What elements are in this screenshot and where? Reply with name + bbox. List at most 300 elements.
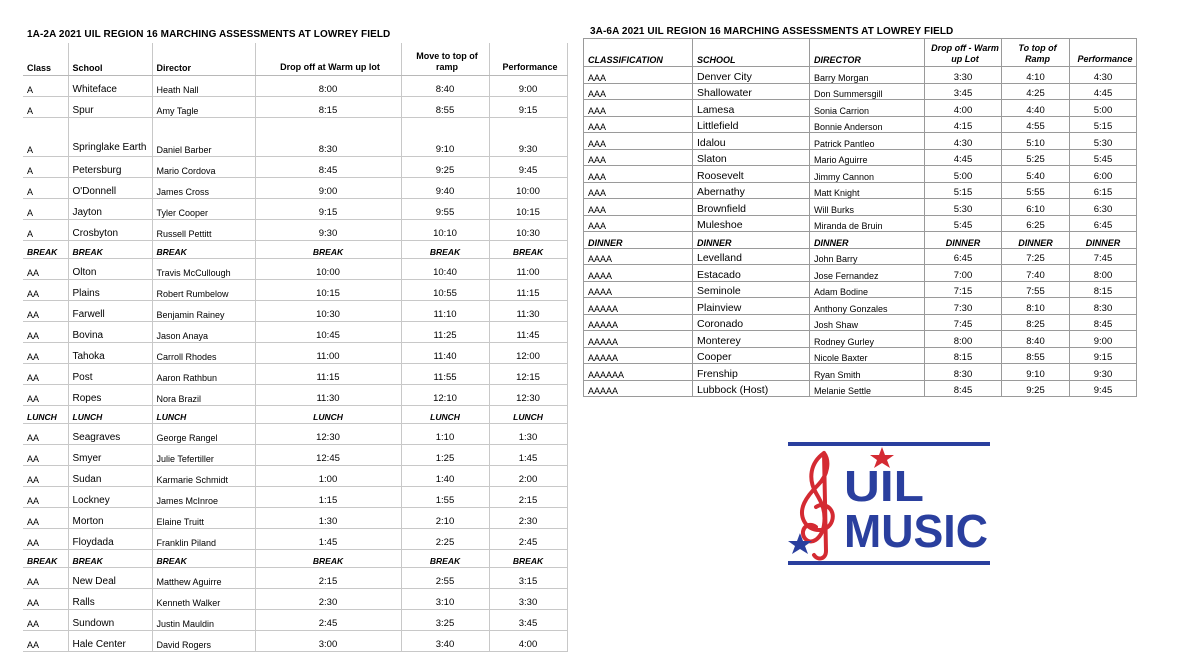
table-cell: Bovina [68,322,152,343]
table-cell: Matthew Aguirre [152,568,255,589]
table-cell: 1:15 [255,487,401,508]
table-cell: BREAK [255,550,401,568]
table-row [23,487,567,508]
table-cell: Josh Shaw [810,314,925,331]
table-cell: Denver City [693,67,810,84]
table-cell: Heath Nall [152,76,255,97]
table-cell: 12:45 [255,445,401,466]
table-cell: 8:15 [255,97,401,118]
table-cell: 8:00 [255,76,401,97]
table-cell: 7:00 [925,265,1002,282]
table-cell: Springlake Earth [68,118,152,157]
table-cell: 12:00 [489,343,567,364]
table-cell: 4:15 [925,116,1002,133]
table-cell: Sudan [68,466,152,487]
table-cell: Idalou [693,133,810,150]
table-cell: AAA [584,100,693,117]
table-cell: Sonia Carrion [810,100,925,117]
table-cell: Ropes [68,385,152,406]
table-cell: Cooper [693,347,810,364]
table-cell: Plains [68,280,152,301]
table-cell: Coronado [693,314,810,331]
table-row [23,385,567,406]
table-cell: 9:00 [1070,331,1137,348]
table-cell: 3:30 [489,589,567,610]
table-cell: 2:10 [401,508,489,529]
table-cell: 7:15 [925,281,1002,298]
table-cell: 11:45 [489,322,567,343]
table-cell: DINNER [584,232,693,249]
table-cell: Daniel Barber [152,118,255,157]
table-cell: A [23,199,68,220]
table-row [23,178,567,199]
table-cell: AA [23,466,68,487]
table-cell: 9:15 [255,199,401,220]
table-cell: Shallowater [693,83,810,100]
table-cell: Ryan Smith [810,364,925,381]
table-cell: 3:45 [489,610,567,631]
table-cell: 9:25 [1002,380,1070,397]
table-cell: Estacado [693,265,810,282]
table-cell: 8:55 [401,97,489,118]
table-cell: BREAK [255,241,401,259]
logo-music-text: MUSIC [844,505,988,557]
table-cell: 3:10 [401,589,489,610]
table-row [584,149,1137,166]
table-cell: BREAK [23,241,68,259]
table-row [584,380,1137,397]
table-cell: 11:00 [255,343,401,364]
table-cell: James McInroe [152,487,255,508]
table-cell: Robert Rumbelow [152,280,255,301]
table-cell: LUNCH [152,406,255,424]
table-row [23,301,567,322]
table-row [23,466,567,487]
table-cell: 12:15 [489,364,567,385]
table-cell: Anthony Gonzales [810,298,925,315]
table-cell: AA [23,301,68,322]
table-cell: 5:30 [1070,133,1137,150]
table-cell: 12:10 [401,385,489,406]
table-row [584,199,1137,216]
table-row [23,550,567,568]
table-cell: Lubbock (Host) [693,380,810,397]
table-cell: AA [23,508,68,529]
table-cell: 5:15 [1070,116,1137,133]
table-row [23,97,567,118]
table-cell: 8:55 [1002,347,1070,364]
left-header-1: School [68,43,152,76]
table-cell: A [23,118,68,157]
table-cell: Seminole [693,281,810,298]
table-row [23,445,567,466]
table-cell: BREAK [401,241,489,259]
left-header-5: Performance [489,43,567,76]
table-cell: AA [23,487,68,508]
table-cell: 6:25 [1002,215,1070,232]
table-row [584,232,1137,249]
table-cell: 6:10 [1002,199,1070,216]
table-cell: Levelland [693,248,810,265]
table-cell: 8:30 [255,118,401,157]
logo-bottom-bar [788,561,990,565]
table-cell: AAAA [584,265,693,282]
table-cell: AA [23,280,68,301]
table-row [584,347,1137,364]
table-cell: Crosbyton [68,220,152,241]
table-row [23,322,567,343]
table-cell: 7:45 [1070,248,1137,265]
table-cell: 1:00 [255,466,401,487]
uil-music-logo [788,441,990,567]
table-cell: Melanie Settle [810,380,925,397]
table-cell: 5:30 [925,199,1002,216]
table-row [23,364,567,385]
table-row [584,265,1137,282]
table-cell: AA [23,610,68,631]
table-cell: Brownfield [693,199,810,216]
table-row [23,280,567,301]
table-cell: AAAAA [584,331,693,348]
table-row [584,248,1137,265]
table-cell: Will Burks [810,199,925,216]
table-cell: AA [23,424,68,445]
table-cell: 5:45 [1070,149,1137,166]
table-cell: Mario Cordova [152,157,255,178]
table-cell: 9:10 [401,118,489,157]
table-cell: Smyer [68,445,152,466]
table-cell: 11:25 [401,322,489,343]
left-schedule-table [23,43,568,652]
table-cell: DINNER [1002,232,1070,249]
table-row [23,241,567,259]
table-cell: AA [23,322,68,343]
table-cell: BREAK [401,550,489,568]
table-cell: Patrick Pantleo [810,133,925,150]
table-cell: 1:40 [401,466,489,487]
table-cell: 11:55 [401,364,489,385]
table-cell: AA [23,568,68,589]
table-cell: Slaton [693,149,810,166]
table-cell: Ralls [68,589,152,610]
table-cell: BREAK [152,241,255,259]
table-cell: DINNER [810,232,925,249]
table-row [23,568,567,589]
table-cell: Plainview [693,298,810,315]
table-row [584,215,1137,232]
table-row [23,259,567,280]
table-cell: LUNCH [23,406,68,424]
table-row [584,281,1137,298]
table-row [23,529,567,550]
table-cell: 8:40 [1002,331,1070,348]
table-cell: 8:40 [401,76,489,97]
left-header-4: Move to top of ramp [401,43,489,76]
table-cell: Post [68,364,152,385]
table-cell: AAAAAA [584,364,693,381]
table-cell: 12:30 [255,424,401,445]
table-cell: Hale Center [68,631,152,652]
table-cell: 7:25 [1002,248,1070,265]
right-schedule-title: 3A-6A 2021 UIL REGION 16 MARCHING ASSESSMENTS AT LOWREY FIELD [590,26,954,37]
table-row [23,343,567,364]
table-cell: 4:10 [1002,67,1070,84]
table-cell: 3:00 [255,631,401,652]
table-cell: Russell Pettitt [152,220,255,241]
table-cell: O'Donnell [68,178,152,199]
table-cell: Miranda de Bruin [810,215,925,232]
table-cell: 4:30 [925,133,1002,150]
table-cell: AAA [584,166,693,183]
table-cell: 4:40 [1002,100,1070,117]
table-cell: AAAA [584,248,693,265]
table-cell: Spur [68,97,152,118]
table-cell: AA [23,364,68,385]
table-cell: Mario Aguirre [810,149,925,166]
table-cell: 2:15 [255,568,401,589]
table-cell: 11:15 [255,364,401,385]
table-cell: Elaine Truitt [152,508,255,529]
right-header-row [584,39,1137,67]
left-header-3: Drop off at Warm up lot [255,43,401,76]
table-cell: 6:45 [1070,215,1137,232]
table-cell: Jose Fernandez [810,265,925,282]
table-cell: 8:30 [1070,298,1137,315]
table-cell: Tyler Cooper [152,199,255,220]
table-cell: 9:00 [255,178,401,199]
table-row [584,166,1137,183]
table-row [584,100,1137,117]
table-cell: AA [23,343,68,364]
table-cell: AA [23,259,68,280]
table-cell: 10:00 [489,178,567,199]
table-cell: Olton [68,259,152,280]
table-cell: AAAA [584,281,693,298]
table-cell: 11:30 [489,301,567,322]
table-cell: 6:45 [925,248,1002,265]
table-cell: Julie Tefertiller [152,445,255,466]
table-cell: AAAAA [584,347,693,364]
table-row [23,220,567,241]
table-cell: 10:15 [255,280,401,301]
table-cell: Roosevelt [693,166,810,183]
table-cell: 9:10 [1002,364,1070,381]
table-row [23,610,567,631]
table-cell: 3:40 [401,631,489,652]
table-cell: AA [23,385,68,406]
table-cell: AAA [584,116,693,133]
table-cell: 5:40 [1002,166,1070,183]
table-cell: 1:10 [401,424,489,445]
table-cell: A [23,76,68,97]
table-cell: 8:15 [925,347,1002,364]
table-cell: Muleshoe [693,215,810,232]
right-header-1: SCHOOL [693,39,810,67]
table-cell: 9:30 [489,118,567,157]
table-cell: 9:45 [489,157,567,178]
table-cell: AAA [584,149,693,166]
table-cell: 3:30 [925,67,1002,84]
table-cell: 5:45 [925,215,1002,232]
table-cell: 7:30 [925,298,1002,315]
table-row [584,67,1137,84]
table-cell: AAA [584,199,693,216]
right-header-2: DIRECTOR [810,39,925,67]
table-cell: 1:30 [489,424,567,445]
table-cell: Seagraves [68,424,152,445]
table-cell: 9:15 [1070,347,1137,364]
table-cell: Morton [68,508,152,529]
table-cell: LUNCH [255,406,401,424]
left-header-row [23,43,567,76]
table-cell: 2:30 [255,589,401,610]
table-cell: 9:25 [401,157,489,178]
table-cell: AA [23,631,68,652]
table-cell: BREAK [68,550,152,568]
logo-uil-text: UIL [844,462,924,511]
table-cell: LUNCH [68,406,152,424]
table-cell: 5:10 [1002,133,1070,150]
table-cell: Karmarie Schmidt [152,466,255,487]
table-cell: 3:15 [489,568,567,589]
table-cell: 10:00 [255,259,401,280]
table-row [584,83,1137,100]
table-cell: 2:30 [489,508,567,529]
table-cell: 4:00 [489,631,567,652]
table-cell: Aaron Rathbun [152,364,255,385]
table-row [23,406,567,424]
table-cell: A [23,157,68,178]
table-cell: 5:00 [1070,100,1137,117]
table-cell: Littlefield [693,116,810,133]
table-cell: Carroll Rhodes [152,343,255,364]
table-cell: Floydada [68,529,152,550]
table-cell: 11:15 [489,280,567,301]
table-cell: Tahoka [68,343,152,364]
table-cell: 1:45 [255,529,401,550]
table-cell: Franklin Piland [152,529,255,550]
table-cell: 7:45 [925,314,1002,331]
table-cell: Sundown [68,610,152,631]
table-cell: Frenship [693,364,810,381]
table-row [23,157,567,178]
table-cell: 4:00 [925,100,1002,117]
table-cell: Don Summersgill [810,83,925,100]
table-cell: David Rogers [152,631,255,652]
table-cell: 8:30 [925,364,1002,381]
table-cell: 9:45 [1070,380,1137,397]
table-cell: 1:25 [401,445,489,466]
table-cell: 9:15 [489,97,567,118]
table-row [584,116,1137,133]
table-row [584,364,1137,381]
table-cell: 2:00 [489,466,567,487]
table-cell: 11:10 [401,301,489,322]
table-cell: Farwell [68,301,152,322]
table-cell: BREAK [23,550,68,568]
table-cell: AA [23,445,68,466]
table-cell: 1:45 [489,445,567,466]
table-cell: Jimmy Cannon [810,166,925,183]
table-cell: 11:40 [401,343,489,364]
table-cell: 8:45 [1070,314,1137,331]
table-cell: Nora Brazil [152,385,255,406]
table-row [23,118,567,157]
table-cell: 8:00 [925,331,1002,348]
table-cell: 7:55 [1002,281,1070,298]
table-cell: AAAAA [584,380,693,397]
table-cell: 9:55 [401,199,489,220]
table-cell: George Rangel [152,424,255,445]
table-row [584,298,1137,315]
table-cell: 8:10 [1002,298,1070,315]
table-cell: AAA [584,182,693,199]
table-cell: 5:55 [1002,182,1070,199]
table-cell: 11:30 [255,385,401,406]
table-cell: John Barry [810,248,925,265]
table-cell: Abernathy [693,182,810,199]
table-cell: 5:00 [925,166,1002,183]
table-cell: AAA [584,133,693,150]
table-cell: 10:30 [489,220,567,241]
table-cell: 5:25 [1002,149,1070,166]
table-cell: 10:45 [255,322,401,343]
right-body [584,67,1137,397]
table-cell: 9:40 [401,178,489,199]
table-row [23,199,567,220]
table-row [23,424,567,445]
table-cell: 2:55 [401,568,489,589]
table-cell: 4:45 [925,149,1002,166]
table-cell: 2:45 [255,610,401,631]
table-cell: 7:40 [1002,265,1070,282]
table-cell: AAA [584,215,693,232]
table-cell: 11:00 [489,259,567,280]
table-row [23,76,567,97]
table-cell: 2:15 [489,487,567,508]
table-cell: 1:30 [255,508,401,529]
table-cell: 6:15 [1070,182,1137,199]
table-row [584,182,1137,199]
table-row [23,508,567,529]
right-schedule-table [583,38,1137,397]
table-cell: DINNER [925,232,1002,249]
table-cell: 4:55 [1002,116,1070,133]
table-cell: BREAK [68,241,152,259]
table-cell: Lamesa [693,100,810,117]
table-cell: Rodney Gurley [810,331,925,348]
left-body [23,76,567,652]
table-cell: 6:30 [1070,199,1137,216]
right-header-4: To top of Ramp [1002,39,1070,67]
table-cell: AAAAA [584,298,693,315]
table-cell: 12:30 [489,385,567,406]
blue-star-icon [788,533,812,554]
table-cell: Matt Knight [810,182,925,199]
table-cell: Nicole Baxter [810,347,925,364]
table-cell: James Cross [152,178,255,199]
left-header-0: Class [23,43,68,76]
table-cell: A [23,220,68,241]
table-row [584,314,1137,331]
table-cell: A [23,97,68,118]
table-cell: 9:30 [255,220,401,241]
table-cell: 2:25 [401,529,489,550]
table-cell: 10:30 [255,301,401,322]
table-cell: 3:25 [401,610,489,631]
table-cell: Benjamin Rainey [152,301,255,322]
table-cell: 4:25 [1002,83,1070,100]
